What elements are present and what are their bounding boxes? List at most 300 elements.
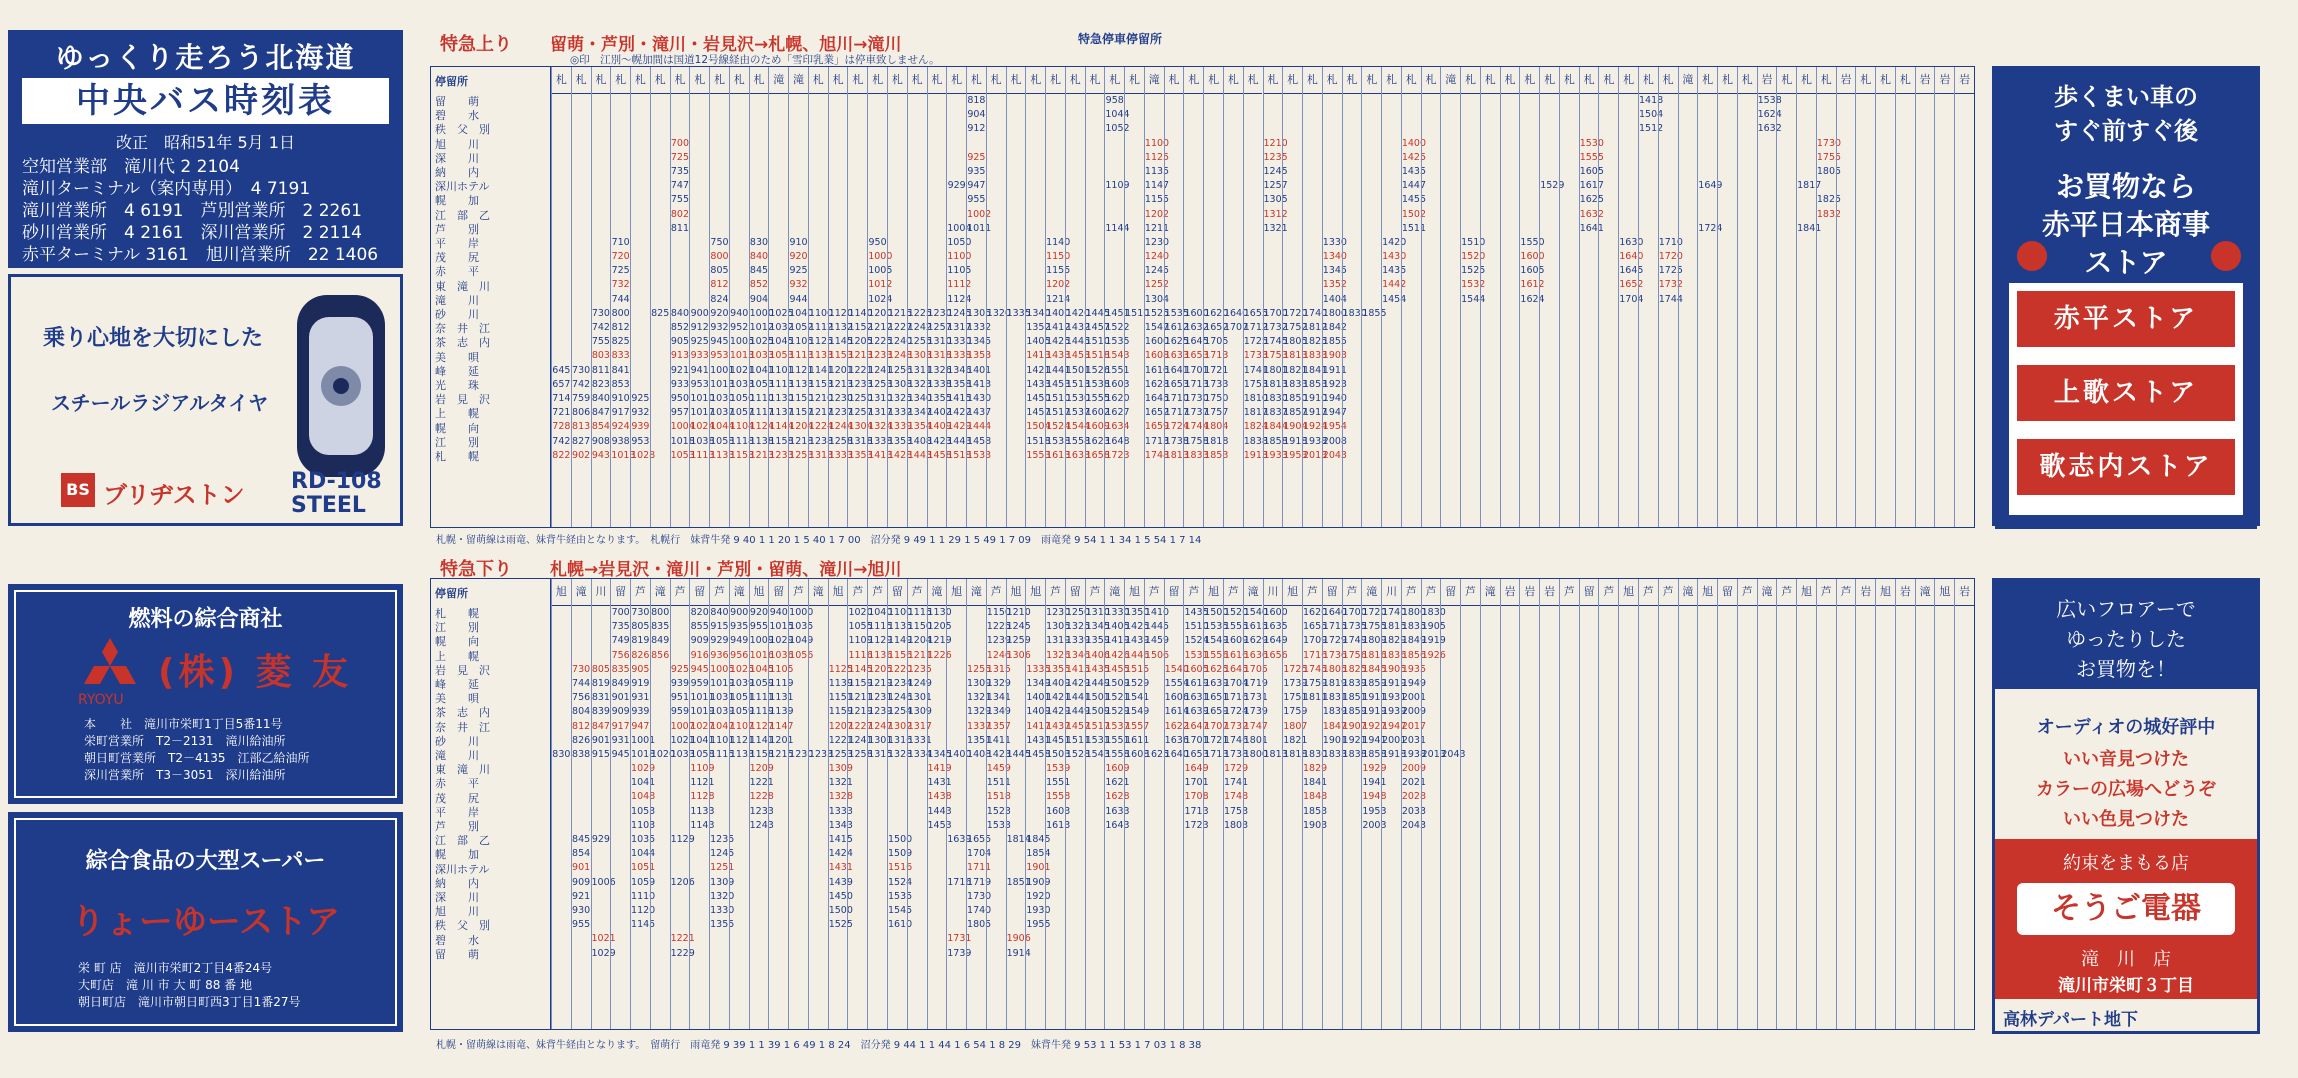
trip-destination: 札 <box>1580 67 1599 94</box>
time-cell <box>710 208 729 222</box>
trip-destination: 留 <box>888 579 907 606</box>
time-cell <box>987 179 1006 193</box>
time-cell: 2008 <box>1322 435 1347 447</box>
time-cell <box>1797 790 1816 804</box>
time-cell <box>1639 762 1658 776</box>
time-cell <box>1461 705 1480 719</box>
time-cell: 1100 <box>808 307 834 319</box>
time-cell: 759 <box>572 392 591 404</box>
time-cell <box>1698 776 1717 790</box>
time-cell <box>1303 278 1322 292</box>
time-cell: 1121 <box>729 734 755 746</box>
time-cell <box>1323 918 1342 932</box>
trip-column <box>1519 67 1545 527</box>
time-cell <box>1758 904 1777 918</box>
time-cell <box>769 151 788 165</box>
time-cell: 1429 <box>947 421 972 433</box>
time-cell: 1707 <box>1223 322 1249 333</box>
time-cell: 921 <box>670 364 690 376</box>
time-cell <box>789 94 808 108</box>
time-cell: 1500 <box>1204 607 1229 618</box>
time-cell: 1057 <box>729 407 755 419</box>
time-cell <box>1896 222 1915 236</box>
time-cell: 1614 <box>1164 706 1189 718</box>
stop-name: 美 唄 <box>435 692 479 706</box>
time-cell: 915 <box>591 748 610 760</box>
trip-destination: 滝 <box>651 579 670 606</box>
time-cell <box>868 947 887 961</box>
time-cell: 947 <box>967 180 986 192</box>
time-cell <box>809 250 828 264</box>
time-cell <box>1283 776 1302 790</box>
time-cell: 959 <box>690 677 709 689</box>
time-cell <box>1698 278 1717 292</box>
time-cell <box>1639 748 1658 762</box>
time-cell <box>1224 108 1243 122</box>
time-cell <box>1244 222 1263 236</box>
trip-destination: 留 <box>1441 579 1460 606</box>
time-cell <box>1481 861 1500 875</box>
trip-destination: 留 <box>1323 579 1342 606</box>
trip-column <box>1183 579 1209 1029</box>
time-cell <box>1244 293 1263 307</box>
time-cell <box>1046 904 1065 918</box>
time-cell <box>1698 790 1717 804</box>
time-cell <box>750 918 769 932</box>
time-cell: 1705 <box>1204 336 1229 348</box>
time-cell <box>1659 691 1678 705</box>
time-cell <box>1343 364 1362 378</box>
time-cell <box>1046 861 1065 875</box>
time-cell: 1124 <box>947 293 972 305</box>
time-cell <box>1343 904 1362 918</box>
time-cell: 1430 <box>967 392 992 404</box>
time-cell <box>1125 278 1144 292</box>
time-cell: 1225 <box>986 621 1011 633</box>
time-cell <box>1777 861 1796 875</box>
time-cell <box>1540 278 1559 292</box>
time-cell <box>1935 94 1954 108</box>
time-cell <box>1441 378 1460 392</box>
time-cell: 1145 <box>848 663 873 675</box>
time-cell <box>1639 278 1658 292</box>
time-cell <box>1204 932 1223 946</box>
time-cell: 1439 <box>828 876 853 888</box>
time-cell: 1005 <box>729 336 755 348</box>
time-cell: 1858 <box>1263 435 1288 447</box>
time-cell: 1028 <box>631 449 656 461</box>
time-cell: 1511 <box>1401 222 1427 234</box>
time-cell: 1839 <box>1322 706 1347 718</box>
sogo-denki-ad <box>1992 578 2260 1034</box>
trip-column <box>1934 579 1954 1029</box>
time-cell <box>1422 137 1441 151</box>
time-cell <box>1540 876 1559 890</box>
trip-column <box>1757 67 1782 527</box>
time-cell <box>1165 122 1184 136</box>
time-cell <box>1007 193 1026 207</box>
time-cell <box>1817 250 1836 264</box>
time-cell: 1133 <box>710 449 735 461</box>
time-cell: 1747 <box>1243 720 1268 732</box>
time-cell: 847 <box>591 407 610 419</box>
ryoyu-office-row: 朝日町営業所 T2－4135 江部乙給油所 <box>84 751 310 765</box>
time-cell <box>1402 420 1421 434</box>
time-cell: 1713 <box>1204 350 1229 362</box>
time-cell <box>671 278 690 292</box>
time-cell: 1245 <box>710 848 735 860</box>
time-cell <box>848 193 867 207</box>
time-cell <box>1876 819 1895 833</box>
time-cell: 1124 <box>749 421 774 433</box>
time-cell <box>1461 819 1480 833</box>
time-cell <box>1501 137 1520 151</box>
time-cell <box>1718 179 1737 193</box>
trip-column <box>1776 67 1796 527</box>
trip-destination: 札 <box>1797 67 1816 94</box>
time-cell <box>1639 677 1658 691</box>
time-cell <box>1619 108 1638 122</box>
time-cell <box>1066 236 1085 250</box>
time-cell: 1609 <box>1085 421 1110 433</box>
time-cell: 1234 <box>887 677 913 689</box>
time-cell: 901 <box>591 734 610 746</box>
time-cell <box>1738 321 1757 335</box>
time-cell <box>1105 833 1124 847</box>
time-cell: 1345 <box>1322 265 1347 277</box>
time-cell <box>987 151 1006 165</box>
time-cell: 852 <box>670 322 690 333</box>
time-cell <box>1580 705 1599 719</box>
time-cell <box>848 833 867 847</box>
time-cell <box>1520 307 1539 321</box>
time-cell: 1221 <box>848 364 873 376</box>
time-cell: 1555 <box>1085 392 1110 404</box>
time-cell: 1518 <box>1026 435 1051 447</box>
time-cell <box>1481 293 1500 307</box>
time-cell <box>730 278 749 292</box>
time-cell <box>769 904 788 918</box>
stop-name: 幌 向 <box>435 421 479 435</box>
time-cell <box>1066 193 1085 207</box>
time-cell <box>1856 890 1875 904</box>
time-cell: 1755 <box>1816 151 1842 163</box>
time-cell <box>1758 663 1777 677</box>
time-cell <box>888 293 907 307</box>
time-cell <box>1540 932 1559 946</box>
time-cell: 1739 <box>1283 677 1308 689</box>
time-cell <box>1955 776 1974 790</box>
time-cell <box>651 876 670 890</box>
time-cell <box>1244 264 1263 278</box>
ryoyu-heading: 燃料の綜合商社 <box>128 607 283 632</box>
time-cell: 1329 <box>967 706 992 718</box>
time-cell: 950 <box>670 392 690 404</box>
time-cell: 930 <box>572 904 591 916</box>
time-cell: 735 <box>670 165 690 177</box>
trip-destination: 札 <box>1007 67 1026 94</box>
time-cell <box>1619 861 1638 875</box>
time-cell: 1338 <box>947 350 972 362</box>
time-cell: 1033 <box>729 378 755 390</box>
time-cell: 1245 <box>1263 165 1288 177</box>
time-cell <box>552 720 571 734</box>
trip-destination: 滝 <box>928 579 947 606</box>
time-cell <box>1639 634 1658 648</box>
time-cell: 940 <box>730 307 749 319</box>
time-cell: 1105 <box>769 663 794 675</box>
time-cell <box>1382 420 1401 434</box>
trip-column <box>1045 67 1071 527</box>
time-cell: 1317 <box>907 720 932 732</box>
time-cell <box>1520 677 1539 691</box>
time-cell <box>572 776 591 790</box>
trip-destination: 札 <box>1026 67 1045 94</box>
sogo-address: 滝川市栄町３丁目 <box>2058 976 2194 996</box>
time-cell: 1421 <box>1026 364 1051 376</box>
time-cell <box>1876 720 1895 734</box>
time-cell: 1739 <box>947 947 972 959</box>
time-cell <box>1817 392 1836 406</box>
time-cell: 1428 <box>887 449 913 461</box>
time-cell: 1330 <box>1322 236 1347 248</box>
time-cell <box>1086 208 1105 222</box>
time-cell <box>1422 947 1441 961</box>
time-cell: 1109 <box>690 763 715 775</box>
time-cell: 1522 <box>1105 322 1130 333</box>
trip-destination: 芦 <box>1422 579 1441 606</box>
time-cell <box>1441 861 1460 875</box>
time-cell: 1750 <box>1204 392 1229 404</box>
trip-column <box>709 67 735 527</box>
time-cell <box>1679 321 1698 335</box>
time-cell: 820 <box>690 607 709 618</box>
time-cell <box>1520 420 1539 434</box>
time-cell <box>1461 94 1480 108</box>
time-cell <box>908 293 927 307</box>
time-cell <box>1679 947 1698 961</box>
time-cell <box>671 819 690 833</box>
time-cell <box>789 776 808 790</box>
time-cell <box>928 122 947 136</box>
time-cell <box>730 861 749 875</box>
time-cell <box>1797 947 1816 961</box>
time-cell <box>1402 236 1421 250</box>
time-cell: 1241 <box>848 734 873 746</box>
time-cell <box>1876 449 1895 463</box>
time-cell <box>1599 420 1618 434</box>
time-cell <box>1244 847 1263 861</box>
ryoyu-ad <box>8 584 403 804</box>
time-cell <box>1540 307 1559 321</box>
time-cell <box>1738 790 1757 804</box>
time-cell <box>1817 406 1836 420</box>
time-cell <box>1441 833 1460 847</box>
time-cell <box>1738 932 1757 946</box>
time-cell <box>1698 734 1717 748</box>
time-cell <box>631 236 650 250</box>
trip-column <box>1737 67 1757 527</box>
time-cell: 1150 <box>789 392 814 404</box>
time-cell <box>1718 805 1737 819</box>
time-cell <box>1165 876 1184 890</box>
time-cell <box>888 179 907 193</box>
trip-destination: 札 <box>651 67 670 94</box>
time-cell <box>908 876 927 890</box>
time-cell: 1110 <box>631 890 656 902</box>
time-cell <box>1105 876 1124 890</box>
time-cell <box>710 137 729 151</box>
time-cell <box>552 918 571 932</box>
time-cell <box>1501 847 1520 861</box>
time-cell <box>769 179 788 193</box>
time-cell <box>1698 720 1717 734</box>
time-cell: 1317 <box>947 322 972 333</box>
time-cell <box>1698 904 1717 918</box>
time-cell <box>651 236 670 250</box>
trip-column <box>887 67 913 527</box>
time-cell <box>1738 165 1757 179</box>
time-cell <box>908 762 927 776</box>
time-cell <box>1046 208 1065 222</box>
stop-name: 芦 別 <box>435 820 479 834</box>
time-cell: 1338 <box>868 435 893 447</box>
time-cell: 1141 <box>749 734 774 746</box>
time-cell: 1532 <box>1461 279 1486 291</box>
time-cell <box>1599 250 1618 264</box>
time-cell <box>1856 321 1875 335</box>
time-cell <box>1520 833 1539 847</box>
trip-destination: 旭 <box>1204 579 1223 606</box>
time-cell <box>592 222 611 236</box>
time-cell <box>947 918 966 932</box>
time-cell: 1636 <box>1164 734 1189 746</box>
time-cell <box>1935 947 1954 961</box>
time-cell <box>769 847 788 861</box>
time-cell <box>1461 179 1480 193</box>
time-cell <box>1856 649 1875 663</box>
time-cell <box>1777 165 1796 179</box>
time-cell <box>1817 819 1836 833</box>
time-cell <box>1856 108 1875 122</box>
time-cell <box>1856 918 1875 932</box>
trip-destination: 札 <box>1066 67 1085 94</box>
time-cell <box>1797 122 1816 136</box>
time-cell: 1120 <box>631 904 656 916</box>
time-cell: 1330 <box>1105 607 1130 618</box>
trip-destination: 札 <box>1264 67 1283 94</box>
trip-column <box>1065 67 1091 527</box>
time-cell <box>1362 932 1381 946</box>
time-cell: 1325 <box>1065 621 1091 633</box>
stop-name: 上 幌 <box>435 407 479 421</box>
time-cell <box>908 861 927 875</box>
time-cell: 1021 <box>729 364 755 376</box>
time-cell <box>690 94 709 108</box>
time-cell <box>710 179 729 193</box>
time-cell <box>1125 861 1144 875</box>
time-cell: 657 <box>552 378 571 390</box>
time-cell <box>671 762 690 776</box>
time-cell <box>1481 776 1500 790</box>
time-cell <box>1758 236 1777 250</box>
time-cell <box>1679 805 1698 819</box>
time-cell <box>1244 918 1263 932</box>
time-cell <box>1599 847 1618 861</box>
time-cell <box>1738 236 1757 250</box>
time-cell <box>1817 222 1836 236</box>
lower-route: 札幌→岩見沢・滝川・芦別・留萌、滝川→旭川 <box>550 560 902 580</box>
trip-column <box>571 579 591 1029</box>
time-cell: 1029 <box>769 635 794 647</box>
time-cell <box>1758 748 1777 762</box>
time-cell <box>1402 250 1421 264</box>
time-cell <box>1698 890 1717 904</box>
time-cell <box>1698 250 1717 264</box>
time-cell <box>809 947 828 961</box>
time-cell <box>1540 890 1559 904</box>
time-cell <box>1876 932 1895 946</box>
time-cell <box>1935 293 1954 307</box>
trip-destination: 滝 <box>1244 579 1263 606</box>
time-cell <box>1086 947 1105 961</box>
time-cell: 1805 <box>1816 165 1842 177</box>
time-cell <box>690 904 709 918</box>
time-cell <box>1441 222 1460 236</box>
time-cell: 1457 <box>1026 407 1051 419</box>
trip-column <box>847 67 873 527</box>
time-cell <box>769 236 788 250</box>
time-cell <box>947 776 966 790</box>
time-cell: 1133 <box>789 378 814 390</box>
trip-destination: 札 <box>1738 67 1757 94</box>
time-cell <box>1165 904 1184 918</box>
time-cell: 931 <box>611 734 630 746</box>
time-cell <box>1896 876 1915 890</box>
time-cell <box>730 918 749 932</box>
time-cell: 1113 <box>769 378 794 390</box>
time-cell <box>1619 847 1638 861</box>
time-cell <box>1560 606 1579 620</box>
time-cell <box>1461 805 1480 819</box>
time-cell <box>1283 137 1302 151</box>
time-cell <box>1105 151 1124 165</box>
trip-destination: 札 <box>1402 67 1421 94</box>
time-cell <box>1935 876 1954 890</box>
time-cell <box>1935 762 1954 776</box>
time-cell <box>671 918 690 932</box>
time-cell <box>1935 165 1954 179</box>
time-cell <box>1698 691 1717 705</box>
time-cell <box>1362 108 1381 122</box>
time-cell <box>1718 420 1737 434</box>
time-cell <box>1659 208 1678 222</box>
time-cell <box>1501 720 1520 734</box>
time-cell: 1121 <box>690 777 715 789</box>
time-cell: 1551 <box>1046 777 1071 789</box>
time-cell: 2001 <box>1382 734 1407 746</box>
time-cell: 1816 <box>1362 649 1387 661</box>
time-cell <box>1599 364 1618 378</box>
time-cell <box>848 904 867 918</box>
time-cell <box>1540 108 1559 122</box>
time-cell: 1437 <box>967 407 992 419</box>
time-cell <box>769 918 788 932</box>
time-cell: 854 <box>591 421 610 433</box>
time-cell: 1544 <box>1461 293 1486 305</box>
time-cell <box>1007 435 1026 449</box>
trip-destination: 岩 <box>1501 579 1520 606</box>
